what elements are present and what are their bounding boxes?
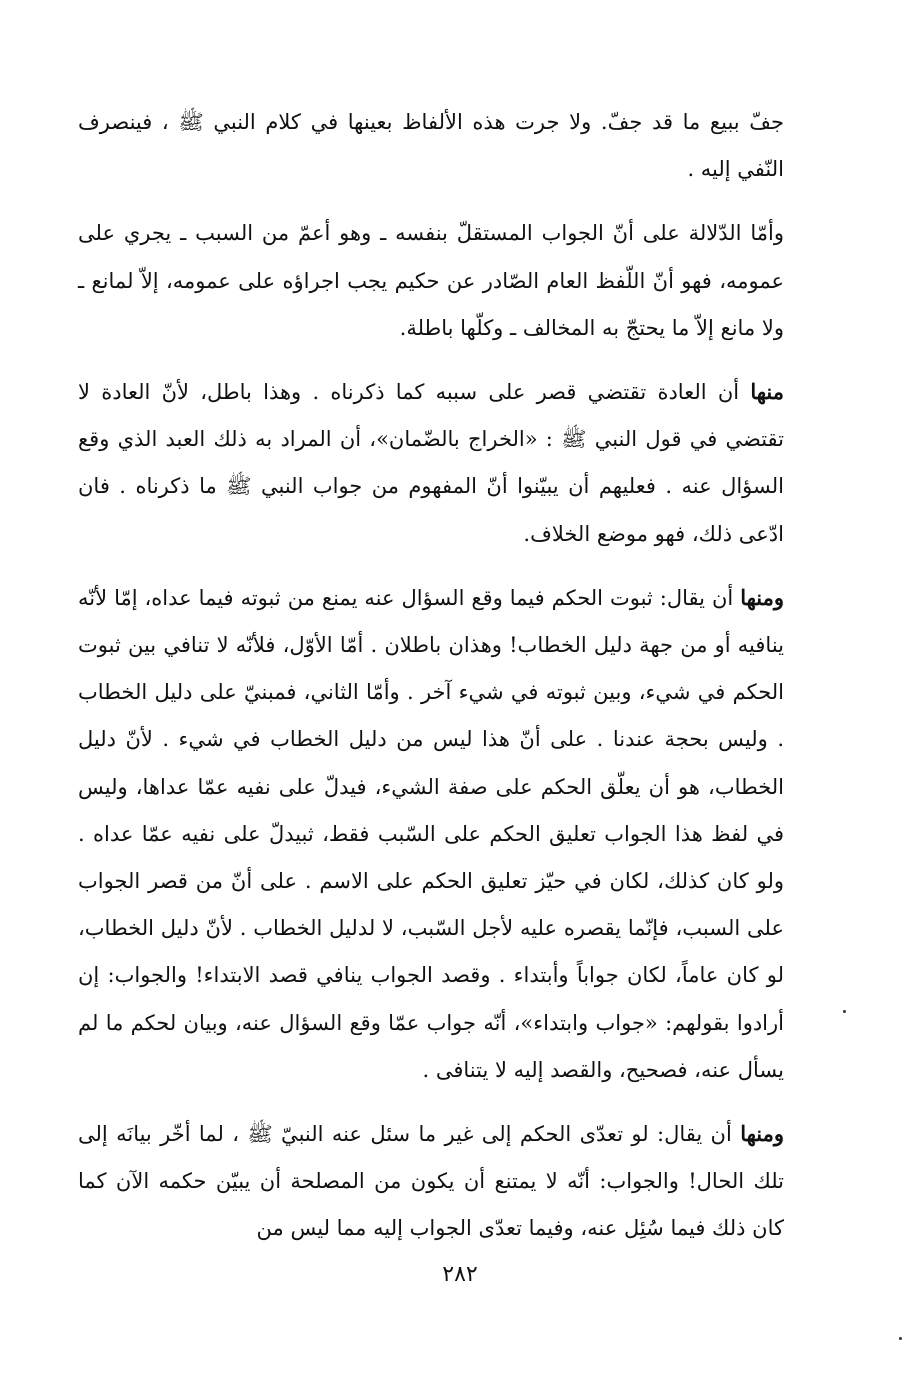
paragraph-2	[78, 209, 784, 352]
paragraph-1	[78, 98, 784, 193]
paragraph-lead: منها	[750, 379, 784, 405]
paragraph-text: جفّ ببيع ما قد جفّ. ولا جرت هذه الألفاظ بعينها في كلام النبي ﷺ ، فينصرف النّفي إليه .	[78, 110, 784, 182]
paragraph-text: أن يقال: ثبوت الحكم فيما وقع السؤال عنه يمنع من ثبوته فيما عداه، إمّا لأنّه ينافيه أو من جهة دليل الخطاب! وهذان باطلان . أمّا الأوّل، فلأنّه لا تنافي بين ثبوت الحكم في شيء، وبين ثبوته في شيء آخر . وأمّا الثاني، فمبنيّ على دليل الخطاب . وليس بحجة عندنا . على أنّ هذا ليس من دليل الخطاب في شيء . لأنّ دليل الخطاب، هو أن يعلّق الحكم على صفة الشيء، فيدلّ على نفيه عمّا عداها، وليس في لفظ هذا الجواب تعليق الحكم على السّبب فقط، ثبيدلّ على نفيه عمّا عداه . ولو كان كذلك، لكان في حيّز تعليق الحكم على الاسم . على أنّ من قصر الجواب على السبب، فإنّما يقصره عليه لأجل السّبب، لا لدليل الخطاب . لأنّ دليل الخطاب، لو كان عاماً، لكان جواباً وأبتداء . وقصد الجواب ينافي قصد الابتداء! والجواب: إن أرادوا بقولهم: «جواب وابتداء»، أنّه جواب عمّا وقع السؤال عنه، وبيان لحكم ما لم يسأل عنه، فصحيح، والقصد إليه لا يتنافى .	[78, 585, 784, 1082]
paragraph-text: أن يقال: لو تعدّى الحكم إلى غير ما سئل عنه النبيّ ﷺ ، لما أخّر بيانَه إلى تلك الحال! والجواب: أنّه لا يمتنع أن يكون من المصلحة أن يبيّن حكمه الآن كما كان ذلك فيما سُئِل عنه، وفيما تعدّى الجواب إليه مما ليس من	[78, 1122, 784, 1241]
scan-speck	[843, 1010, 846, 1013]
page-body	[78, 98, 784, 1269]
scan-speck	[899, 1337, 902, 1340]
paragraph-text: وأمّا الدّلالة على أنّ الجواب المستقلّ بنفسه ـ وهو أعمّ من السبب ـ يجري على عمومه، فهو أنّ اللّفظ العام الصّادر عن حكيم يجب اجراؤه على عمومه، إلاّ لمانع ـ ولا مانع إلاّ ما يحتجّ به المخالف ـ وكلّها باطلة.	[78, 221, 784, 340]
paragraph-text: أن العادة تقتضي قصر على سببه كما ذكرناه . وهذا باطل، لأنّ العادة لا تقتضي في قول النبي ﷺ : «الخراج بالضّمان»، أن المراد به ذلك العبد الذي وقع السؤال عنه . فعليهم أن يبيّنوا أنّ المفهوم من جواب النبي ﷺ ما ذكرناه . فان ادّعى ذلك، فهو موضع الخلاف.	[78, 380, 784, 546]
paragraph-3	[78, 368, 784, 558]
paragraph-5	[78, 1110, 784, 1253]
paragraph-lead: ومنها	[740, 1121, 784, 1147]
paragraph-lead: ومنها	[740, 584, 785, 610]
page-number: ٢٨٢	[442, 1262, 478, 1287]
paragraph-4	[78, 574, 784, 1094]
